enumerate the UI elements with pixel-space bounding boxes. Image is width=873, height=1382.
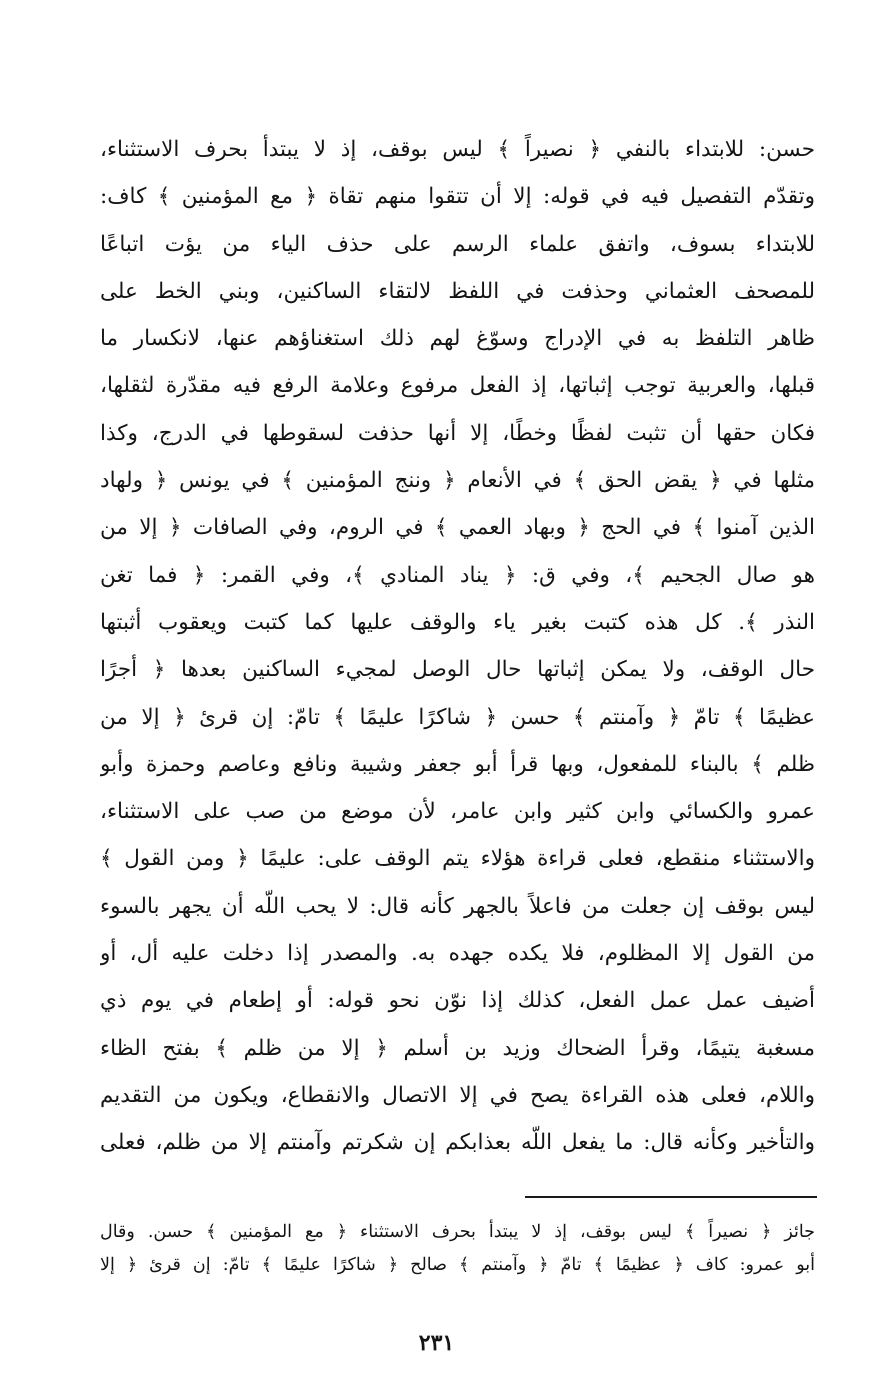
text-line-22: والتأخير وكأنه قال: ما يفعل اللّه بعذابكم إن شكرتم وآمنتم إلا من ظلم، فعلى (100, 1130, 815, 1156)
text-line-15: عمرو والكسائي وابن كثير وابن عامر، لأن موضع من صب على الاستثناء، (100, 799, 815, 825)
text-line-20: مسغبة يتيمًا، وقرأ الضحاك وزيد بن أسلم ﴿ إلا من ظلم ﴾ بفتح الظاء (100, 1035, 815, 1061)
text-line-19: أضيف عمل عمل الفعل، كذلك إذا نوّن نحو قوله: أو إطعام في يوم ذي (100, 988, 815, 1014)
text-line-14: ظلم ﴾ بالبناء للمفعول، وبها قرأ أبو جعفر وشيبة ونافع وعاصم وحمزة وأبو (100, 751, 815, 777)
footnote-block (100, 1216, 815, 1282)
text-line-8: مثلها في ﴿ يقض الحق ﴾ في الأنعام ﴿ وننج المؤمنين ﴾ في يونس ﴿ ولهاد (100, 468, 815, 494)
text-line-10: هو صال الجحيم ﴾، وفي ق: ﴿ يناد المنادي ﴾، وفي القمر: ﴿ فما تغن (100, 562, 815, 588)
text-line-1: حسن: للابتداء بالنفي ﴿ نصيراً ﴾ ليس بوقف، إذ لا يبتدأ بحرف الاستثناء، (100, 137, 815, 162)
text-line-3: للابتداء بسوف، واتفق علماء الرسم على حذف الياء من يؤت اتباعًا (100, 231, 815, 257)
text-line-4: للمصحف العثماني وحذفت في اللفظ لالتقاء الساكنين، وبني الخط على (100, 278, 815, 304)
text-line-9: الذين آمنوا ﴾ في الحج ﴿ وبهاد العمي ﴾ في الروم، وفي الصافات ﴿ إلا من (100, 515, 815, 541)
text-line-21: واللام، فعلى هذه القراءة يصح في إلا الاتصال والانقطاع، ويكون من التقديم (100, 1082, 815, 1108)
footnote-divider (525, 1196, 817, 1198)
text-line-7: فكان حقها أن تثبت لفظًا وخطًا، إلا أنها حذفت لسقوطها في الدرج، وكذا (100, 420, 815, 446)
main-text-block (100, 126, 815, 1167)
text-line-16: والاستثناء منقطع، فعلى قراءة هؤلاء يتم الوقف على: عليمًا ﴿ ومن القول ﴾ (100, 846, 815, 872)
page-number: ٢٣١ (418, 1330, 455, 1356)
text-line-13: عظيمًا ﴾ تامّ ﴿ وآمنتم ﴾ حسن ﴿ شاكرًا عليمًا ﴾ تامّ: إن قرئ ﴿ إلا من (100, 704, 815, 730)
text-line-18: من القول إلا المظلوم، فلا يكده جهده به. والمصدر إذا دخلت عليه أل، أو (100, 941, 815, 967)
footnote-line-2: أبو عمرو: كاف ﴿ عظيمًا ﴾ تامّ ﴿ وآمنتم ﴾ صالح ﴿ شاكرًا عليمًا ﴾ تامّ: إن قرئ ﴿ إلا (100, 1255, 815, 1275)
text-line-2: وتقدّم التفصيل فيه في قوله: إلا أن تتقوا منهم تقاة ﴿ مع المؤمنين ﴾ كاف: (100, 184, 815, 210)
text-line-6: قبلها، والعربية توجب إثباتها، إذ الفعل مرفوع وعلامة الرفع فيه مقدّرة لثقلها، (100, 373, 815, 399)
footnote-line-1: جائز ﴿ نصيراً ﴾ ليس بوقف، إذ لا يبتدأ بحرف الاستثناء ﴿ مع المؤمنين ﴾ حسن. وقال (100, 1222, 815, 1242)
text-line-11: النذر ﴾. كل هذه كتبت بغير ياء والوقف عليها كما كتبت ويعقوب أثبتها (100, 609, 815, 635)
text-line-12: حال الوقف، ولا يمكن إثباتها حال الوصل لمجيء الساكنين بعدها ﴿ أجرًا (100, 657, 815, 683)
text-line-5: ظاهر التلفظ به في الإدراج وسوّغ لهم ذلك استغناؤهم عنها، لانكسار ما (100, 326, 815, 352)
text-line-17: ليس بوقف إن جعلت من فاعلاً بالجهر كأنه قال: لا يحب اللّه أن يجهر بالسوء (100, 893, 815, 919)
